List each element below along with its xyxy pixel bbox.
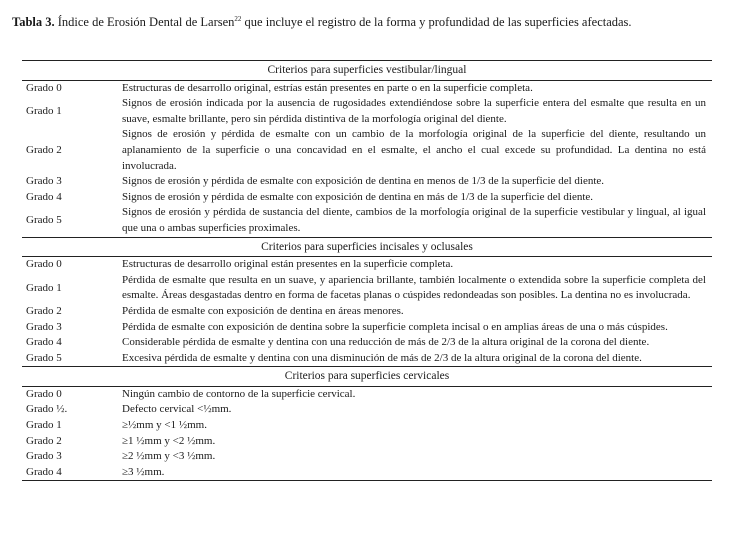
description-cell: Pérdida de esmalte que resulta en un suave, y apariencia brillante, también localmente o extendida sobre la superficie completa del esmalte. Áreas desgastadas dentro en forma de facetas planas o cúspides redondeadas son posibles. La dentina no es involucrada.: [122, 273, 706, 302]
table-row: [22, 418, 712, 434]
table-row: [22, 304, 712, 320]
description-cell: Pérdida de esmalte con exposición de dentina en áreas menores.: [122, 304, 404, 317]
section-header: Criterios para superficies cervicales: [22, 367, 712, 387]
grade-cell: Grado ½.: [26, 403, 68, 416]
table-row: [22, 127, 712, 174]
table-row: [22, 335, 712, 351]
table-row: [22, 386, 712, 402]
grade-cell: Grado 4: [22, 465, 122, 481]
grade-cell: Grado 4: [26, 190, 62, 203]
description-cell: Excesiva pérdida de esmalte y dentina con una disminución de más de 2/3 de la altura original de la corona del diente.: [122, 351, 642, 364]
grade-cell: Grado 0: [26, 258, 62, 271]
grade-cell: Grado 1: [26, 104, 62, 117]
table-row: [22, 320, 712, 336]
description-cell: Ningún cambio de contorno de la superficie cervical.: [122, 387, 356, 400]
description-cell: Signos de erosión y pérdida de esmalte con exposición de dentina en más de 1/3 de la superficie del diente.: [122, 190, 594, 203]
description-cell: Estructuras de desarrollo original están presentes en la superficie completa.: [122, 258, 454, 271]
section-header-row: [22, 367, 712, 387]
description-cell: ≥½mm y <1 ½mm.: [122, 419, 207, 432]
grade-cell: Grado 3: [26, 320, 62, 333]
description-cell: Considerable pérdida de esmalte y dentina con una reducción de más de 2/3 de la altura original de la corona del diente.: [122, 336, 650, 349]
grade-cell: Grado 0: [26, 81, 62, 94]
section-header: Criterios para superficies incisales y oclusales: [22, 237, 712, 257]
table-row: [22, 257, 712, 273]
grade-cell: Grado 2: [26, 304, 62, 317]
table-row: [22, 190, 712, 206]
caption-text: Índice de Erosión Dental de Larsen: [54, 15, 235, 30]
table-row: [22, 96, 712, 127]
table-row: [22, 449, 712, 465]
description-cell: Signos de erosión y pérdida de esmalte con exposición de dentina en menos de 1/3 de la superficie del diente.: [122, 175, 605, 188]
grade-cell: Grado 2: [26, 434, 62, 447]
table-caption: [12, 15, 632, 30]
description-cell: Signos de erosión y pérdida de sustancia del diente, cambios de la morfología original de la superficie vestibular y lingual, al igual que una o ambas superficies proximales.: [122, 206, 706, 234]
grade-cell: Grado 3: [26, 450, 62, 463]
caption-text-rest: que incluye el registro de la forma y profundidad de las superficies afectadas.: [241, 15, 632, 30]
grade-cell: Grado 3: [26, 175, 62, 188]
table-row: [22, 351, 712, 367]
description-cell: ≥3 ½mm.: [122, 465, 712, 481]
grade-cell: Grado 5: [26, 351, 62, 364]
larsen-erosion-index-table: [22, 60, 712, 481]
table-row: [22, 205, 712, 237]
caption-label: Tabla 3.: [12, 15, 55, 30]
description-cell: ≥1 ½mm y <2 ½mm.: [122, 434, 216, 447]
table-row: [22, 434, 712, 450]
description-cell: Defecto cervical <½mm.: [122, 403, 232, 416]
grade-cell: Grado 0: [26, 387, 62, 400]
description-cell: ≥2 ½mm y <3 ½mm.: [122, 450, 216, 463]
table-row: [22, 174, 712, 190]
table-row: [22, 80, 712, 96]
description-cell: Signos de erosión y pérdida de esmalte con un cambio de la morfología original de la superficie del diente, resultando un aplanamiento de la superficie o una concavidad en el esmalte, el ancho el cual excede su profundidad. La dentina no está involucrada.: [122, 128, 706, 172]
section-header-row: [22, 61, 712, 81]
grade-cell: Grado 4: [26, 336, 62, 349]
table-row: [22, 465, 712, 481]
table-row: [22, 402, 712, 418]
grade-cell: Grado 1: [26, 419, 62, 432]
description-cell: Estructuras de desarrollo original, estrías están presentes en parte o en la superficie completa.: [122, 81, 533, 94]
description-cell: Pérdida de esmalte con exposición de dentina sobre la superficie completa incisal o en amplias áreas de una o más cúspides.: [122, 320, 668, 333]
table-row: [22, 273, 712, 304]
grade-cell: Grado 2: [26, 143, 62, 156]
caption-reference: 22: [234, 15, 242, 23]
grade-cell: Grado 5: [26, 214, 62, 227]
grade-cell: Grado 1: [26, 281, 62, 294]
section-header-row: [22, 237, 712, 257]
section-header: Criterios para superficies vestibular/lingual: [22, 61, 712, 81]
description-cell: Signos de erosión indicada por la ausencia de rugosidades extendiéndose sobre la superficie entera del esmalte que resulta en un suave, esmalte brillante, pero sin pérdida distintiva de la morfología original del diente.: [122, 97, 706, 125]
